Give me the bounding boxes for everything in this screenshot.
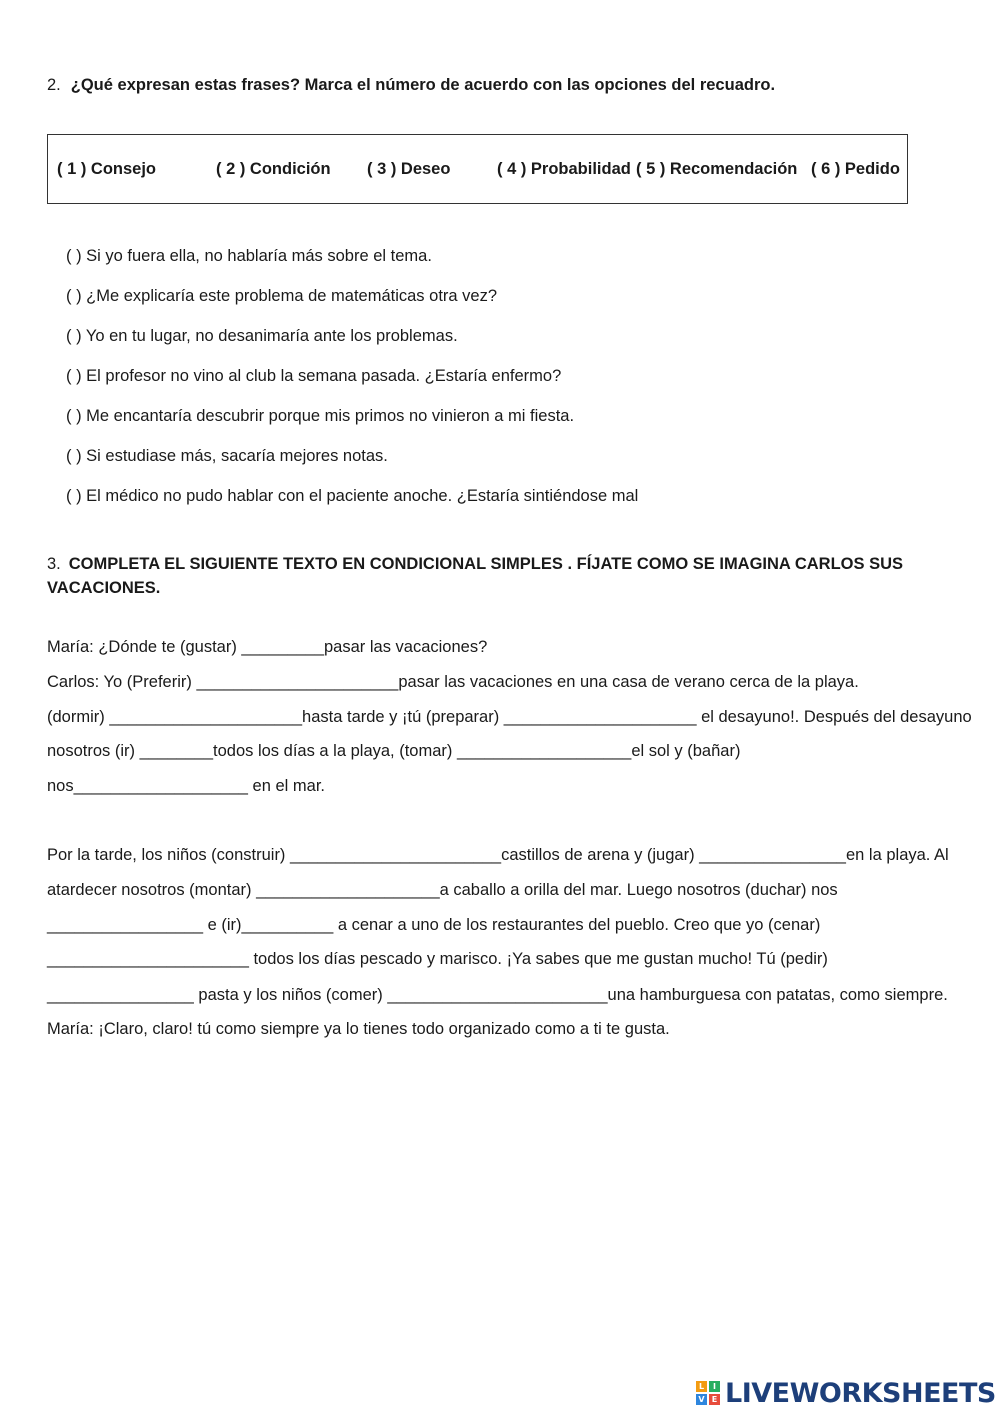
question-3-heading — [47, 552, 947, 600]
option-pedido: ( 6 ) Pedido — [811, 160, 900, 178]
logo-text: LIVEWORKSHEETS — [725, 1377, 996, 1409]
logo-letter-l: L — [696, 1381, 707, 1392]
question-2-number: 2. — [47, 76, 61, 94]
question-2-heading — [47, 76, 775, 95]
option-probabilidad: ( 4 ) Probabilidad — [497, 160, 631, 178]
text-line-5[interactable]: nos___________________ en el mar. — [47, 777, 325, 795]
text-line-11: María: ¡Claro, claro! tú como siempre ya lo tienes todo organizado como a ti te gusta. — [47, 1020, 670, 1038]
liveworksheets-logo — [696, 1378, 996, 1408]
question-3-prompt: COMPLETA EL SIGUIENTE TEXTO EN CONDICIONAL SIMPLES . FÍJATE COMO SE IMAGINA CARLOS SUS VACACIONES. — [47, 555, 903, 597]
text-line-1[interactable]: María: ¿Dónde te (gustar) _________pasar las vacaciones? — [47, 638, 488, 656]
sentence-item-7[interactable]: ( ) El médico no pudo hablar con el paciente anoche. ¿Estaría sintiéndose mal — [66, 487, 639, 505]
sentence-item-3[interactable]: ( ) Yo en tu lugar, no desanimaría ante los problemas. — [66, 327, 458, 345]
text-line-9[interactable]: ______________________ todos los días pescado y marisco. ¡Ya sabes que me gustan mucho! Tú (pedir) — [47, 950, 828, 968]
option-consejo: ( 1 ) Consejo — [57, 160, 157, 178]
text-line-4[interactable]: nosotros (ir) ________todos los días a la playa, (tomar) ___________________el sol y (bañar) — [47, 742, 741, 760]
sentence-item-2[interactable]: ( ) ¿Me explicaría este problema de matemáticas otra vez? — [66, 287, 498, 305]
question-3-number: 3. — [47, 555, 61, 573]
sentence-item-4[interactable]: ( ) El profesor no vino al club la semana pasada. ¿Estaría enfermo? — [66, 367, 562, 385]
text-line-3[interactable]: (dormir) _____________________hasta tarde y ¡tú (preparar) _____________________ el desayuno!. Después del desayuno — [47, 708, 972, 726]
sentence-item-1[interactable]: ( ) Si yo fuera ella, no hablaría más sobre el tema. — [66, 247, 432, 265]
text-line-10[interactable]: ________________ pasta y los niños (comer) ________________________una hamburguesa con patatas, como siempre. — [47, 986, 948, 1004]
sentence-item-5[interactable]: ( ) Me encantaría descubrir porque mis primos no vinieron a mi fiesta. — [66, 407, 575, 425]
option-condicion: ( 2 ) Condición — [216, 160, 331, 178]
sentence-item-6[interactable]: ( ) Si estudiase más, sacaría mejores notas. — [66, 447, 388, 465]
logo-letter-i: I — [709, 1381, 720, 1392]
text-line-2[interactable]: Carlos: Yo (Preferir) ______________________pasar las vacaciones en una casa de verano cerca de la playa. — [47, 673, 859, 691]
options-box — [47, 134, 908, 204]
question-2-prompt: ¿Qué expresan estas frases? Marca el número de acuerdo con las opciones del recuadro. — [70, 76, 776, 94]
option-recomendacion: ( 5 ) Recomendación — [636, 160, 798, 178]
logo-letter-v: V — [696, 1394, 707, 1405]
text-line-6[interactable]: Por la tarde, los niños (construir) _______________________castillos de arena y (jugar) ________________en la playa. Al — [47, 846, 949, 864]
text-line-7[interactable]: atardecer nosotros (montar) ____________________a caballo a orilla del mar. Luego nosotros (duchar) nos — [47, 881, 838, 899]
text-line-8[interactable]: _________________ e (ir)__________ a cenar a uno de los restaurantes del pueblo. Creo que yo (cenar) — [47, 916, 821, 934]
logo-letter-e: E — [709, 1394, 720, 1405]
option-deseo: ( 3 ) Deseo — [367, 160, 451, 178]
logo-letter-grid-icon — [696, 1381, 720, 1405]
